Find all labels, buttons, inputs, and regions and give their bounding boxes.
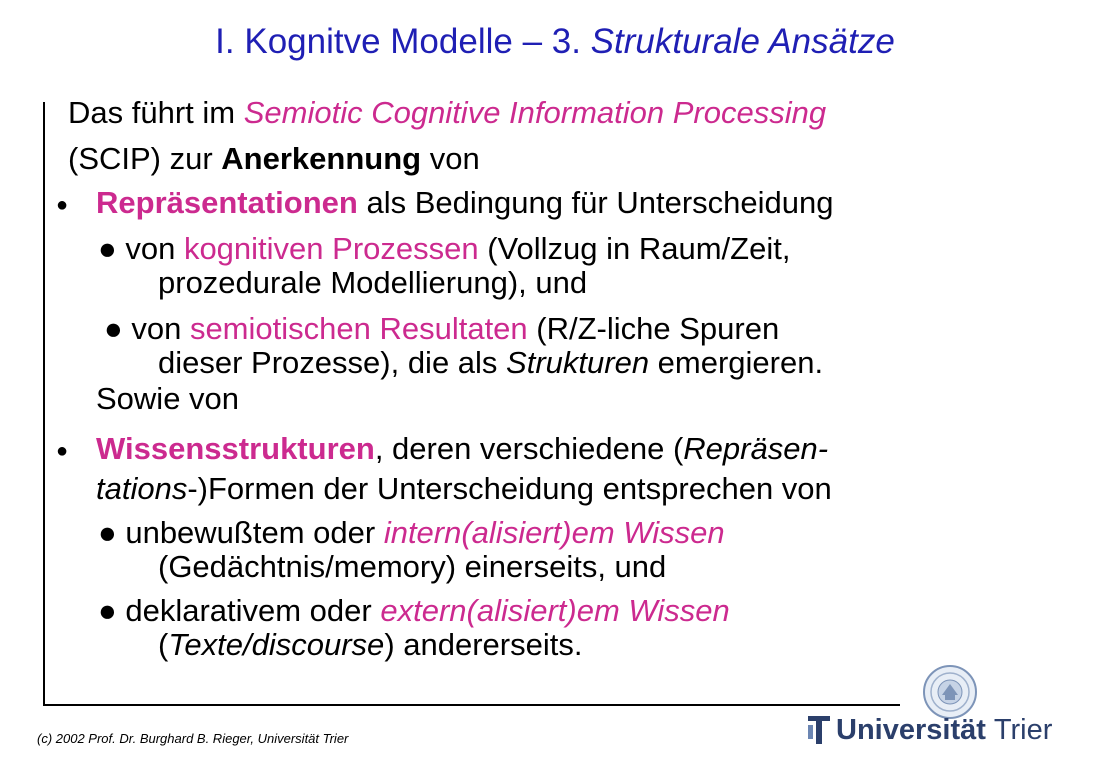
logo-university-text: Universität bbox=[836, 713, 986, 746]
sub-text: ● von bbox=[104, 311, 190, 346]
sub-text: ● deklarativem oder bbox=[98, 593, 381, 628]
bullet-1-marker: ● bbox=[56, 194, 69, 216]
bullet-2-sub-2-line-1 bbox=[98, 594, 730, 628]
sub-highlight: intern(alisiert)em Wissen bbox=[383, 515, 725, 550]
sub-text: ● unbewußtem oder bbox=[98, 515, 384, 550]
left-rule bbox=[43, 102, 45, 706]
university-mark-icon bbox=[808, 716, 830, 744]
bottom-rule bbox=[43, 704, 900, 706]
sub-text: (Vollzug in Raum/Zeit, bbox=[478, 231, 791, 266]
intro-line-2 bbox=[68, 142, 480, 176]
university-seal-icon bbox=[922, 664, 978, 720]
intro-text: von bbox=[421, 141, 480, 176]
sub-highlight: semiotischen Resultaten bbox=[189, 311, 528, 346]
bullet-1-sub-2-line-1 bbox=[104, 312, 779, 346]
sub-italic: Strukturen bbox=[506, 345, 650, 380]
bullet-2-sub-1-line-1 bbox=[98, 516, 725, 550]
slide-title bbox=[0, 22, 1110, 62]
title-text: I. Kognitve Modelle – 3. bbox=[215, 22, 591, 61]
title-italic-text: Strukturale Ansätze bbox=[590, 22, 895, 61]
bullet-2-line-2 bbox=[96, 472, 832, 506]
bullet-2-line-1 bbox=[96, 432, 828, 466]
bullet-1-text: als Bedingung für Unterscheidung bbox=[357, 185, 834, 220]
university-logo bbox=[808, 714, 1052, 746]
sub-text: ) andererseits. bbox=[384, 627, 583, 662]
bullet-2-text: , deren verschiedene ( bbox=[374, 431, 684, 466]
sub-text: (R/Z-liche Spuren bbox=[527, 311, 780, 346]
bullet-2-marker: ● bbox=[56, 440, 69, 462]
logo-city-text: Trier bbox=[993, 713, 1053, 746]
sub-italic: Texte/discourse bbox=[168, 627, 385, 662]
bullet-1-term: Repräsentationen bbox=[96, 185, 358, 220]
sub-highlight: extern(alisiert)em Wissen bbox=[380, 593, 730, 628]
intro-bold: Anerkennung bbox=[221, 141, 422, 176]
intro-text: Das führt im bbox=[68, 95, 244, 130]
bullet-1-tail: Sowie von bbox=[96, 381, 240, 416]
bullet-1-sub-2-line-2 bbox=[158, 346, 823, 380]
bullet-2-sub-1-line-2: (Gedächtnis/memory) einerseits, und bbox=[158, 549, 667, 584]
sub-text: ● von bbox=[98, 231, 184, 266]
bullet-1-sub-1-line-2: prozedurale Modellierung), und bbox=[158, 265, 588, 300]
bullet-2-sub-2-line-2 bbox=[158, 628, 582, 662]
copyright-footer: (c) 2002 Prof. Dr. Burghard B. Rieger, Universität Trier bbox=[37, 731, 349, 746]
intro-highlight: Semiotic Cognitive Information Processing bbox=[243, 95, 827, 130]
bullet-2-text: -)Formen der Unterscheidung entsprechen von bbox=[187, 471, 832, 506]
bullet-2-italic: Repräsen- bbox=[683, 431, 829, 466]
bullet-1-sub-1-line-1 bbox=[98, 232, 790, 266]
sub-text: dieser Prozesse), die als bbox=[158, 345, 507, 380]
sub-text: emergieren. bbox=[649, 345, 824, 380]
bullet-2-term: Wissensstrukturen bbox=[96, 431, 375, 466]
intro-text: (SCIP) zur bbox=[68, 141, 222, 176]
intro-line-1 bbox=[68, 96, 826, 130]
sub-text: ( bbox=[158, 627, 169, 662]
bullet-2-italic: tations bbox=[96, 471, 188, 506]
bullet-1-line bbox=[96, 186, 834, 220]
sub-highlight: kognitiven Prozessen bbox=[183, 231, 479, 266]
